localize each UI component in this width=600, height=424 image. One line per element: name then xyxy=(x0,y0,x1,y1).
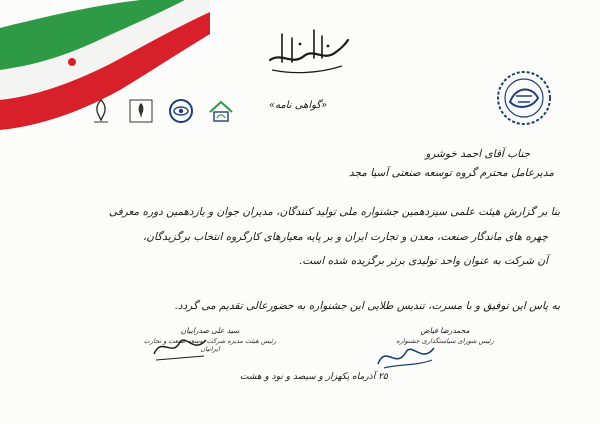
festival-emblem-icon xyxy=(488,68,560,130)
body-line-3: آن شرکت به عنوان واحد تولیدی برتر برگزیده شده است. xyxy=(298,255,548,267)
closing-line: به پاس این توفیق و با مسرت، تندیس طلایی این جشنواره به حضورعالی تقدیم می گردد. xyxy=(174,300,560,312)
eye-logo-icon xyxy=(165,94,197,128)
sponsor-logos xyxy=(85,94,255,130)
basmala-calligraphy xyxy=(262,22,352,78)
body-line-1: بنا بر گزارش هیئت علمی سیزدهمین جشنواره ملی تولید کنندگان، مدیران جوان و یازدهمین دوره معرفی xyxy=(108,206,560,218)
signature-left-scribble xyxy=(150,330,210,364)
signer-name-left: سید علی صدراییان xyxy=(180,326,240,335)
recipient-role: مدیرعامل محترم گروه توسعه صنعتی آسیا مجد xyxy=(348,167,554,179)
body-line-2: چهره های ماندگار صنعت، معدن و تجارت ایران و بر پایه معیارهای کارگروه انتخاب برگزیدگان، xyxy=(142,231,548,243)
ministry-emblem-icon xyxy=(125,94,157,128)
signer-role-right: رئیس شورای سیاستگذاری جشنواره xyxy=(396,337,494,345)
iran-emblem-icon xyxy=(85,94,117,128)
building-logo-icon xyxy=(205,94,237,128)
signer-name-right: محمدرضا فیاض xyxy=(420,326,470,335)
certificate-title: «گواهی نامه» xyxy=(268,100,328,111)
flag-emblem-icon xyxy=(68,58,76,66)
signature-right-scribble xyxy=(372,334,442,374)
recipient-name: جناب آقای احمد خوشرو xyxy=(425,148,530,160)
signer-role-left: رئیس هیئت مدیره شرکت توسعه صنعت و تجارت ایرانیان xyxy=(143,337,277,353)
issue-date: ۲۵ آذرماه یکهزار و سیصد و نود و هشت xyxy=(240,372,388,382)
